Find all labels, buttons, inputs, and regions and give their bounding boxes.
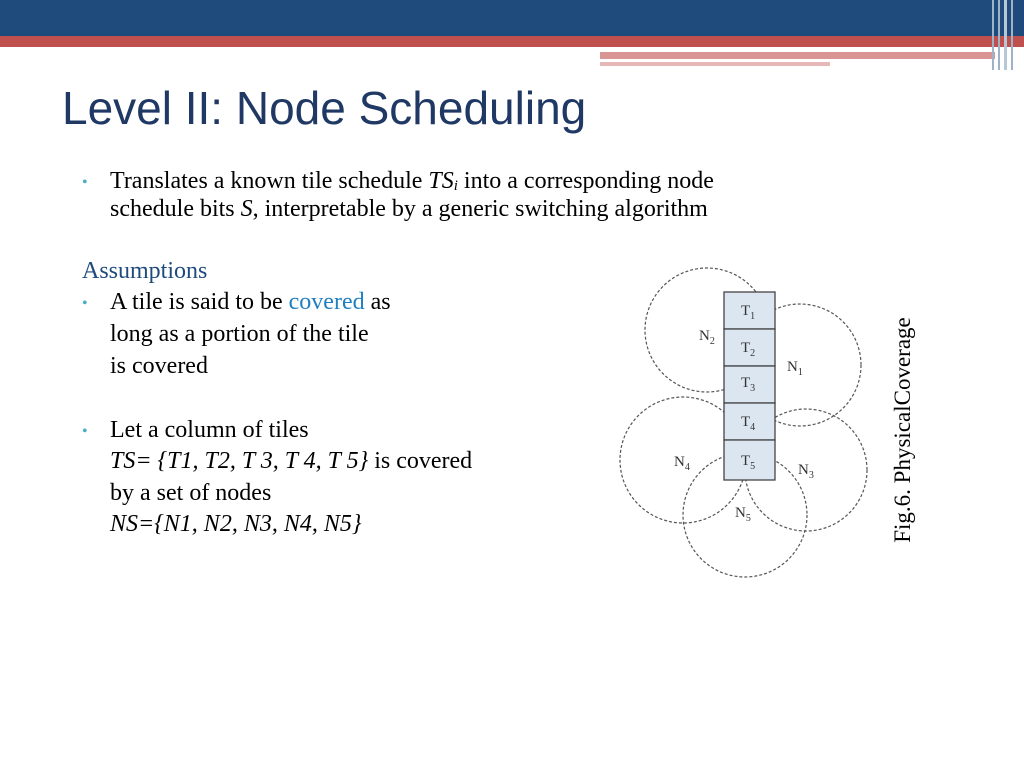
header-accent-stripe-thin xyxy=(600,62,830,66)
header-accent-stripe xyxy=(0,36,1024,47)
figure-caption: Fig.6. PhysicalCoverage xyxy=(890,317,915,543)
coverage-figure xyxy=(600,266,880,586)
bullet-dot: • xyxy=(82,174,88,191)
assumptions-heading: Assumptions xyxy=(82,258,208,284)
bullet-1-line-1: Translates a known tile schedule $TS_i$ into a corresponding node xyxy=(110,168,714,194)
node-label-n3: $N_3$ xyxy=(798,462,814,481)
tile-label-t2: $T_2$ xyxy=(741,340,756,359)
node-label-n1: $N_1$ xyxy=(787,359,803,378)
tile-label-t3: $T_3$ xyxy=(741,375,756,394)
node-label-n2: $N_2$ xyxy=(699,328,715,347)
bullet-2-line-1: A tile is said to be covered as xyxy=(110,289,391,315)
node-label-n4: $N_4$ xyxy=(674,454,690,473)
header-accent-stripe-short xyxy=(600,52,995,59)
tile-label-t1: $T_1$ xyxy=(741,303,756,322)
slide-title: Level II: Node Scheduling xyxy=(62,82,587,134)
header-decoration-lines xyxy=(990,0,1024,70)
tile-label-t4: $T_4$ xyxy=(741,414,756,433)
covered-highlight: covered xyxy=(288,289,365,315)
node-label-n5: $N_5$ xyxy=(735,505,751,524)
bullet-3-line-1: Let a column of tiles xyxy=(110,417,309,443)
bullet-3-line-4: NS={N1, N2, N3, N4, N5} xyxy=(110,511,362,537)
bullet-3-line-2: TS= {T1, T2, T 3, T 4, T 5} is covered xyxy=(110,448,473,474)
bullet-1-line-2: schedule bits S, interpretable by a generic switching algorithm xyxy=(110,196,708,222)
bullet-3-line-3: by a set of nodes xyxy=(110,480,272,506)
bullet-dot: • xyxy=(82,295,88,312)
tile-label-t5: $T_5$ xyxy=(741,453,756,472)
bullet-dot: • xyxy=(82,423,88,440)
bullet-2-line-2: long as a portion of the tile xyxy=(110,321,369,347)
header-band xyxy=(0,0,1024,36)
bullet-2-line-3: is covered xyxy=(110,353,208,379)
